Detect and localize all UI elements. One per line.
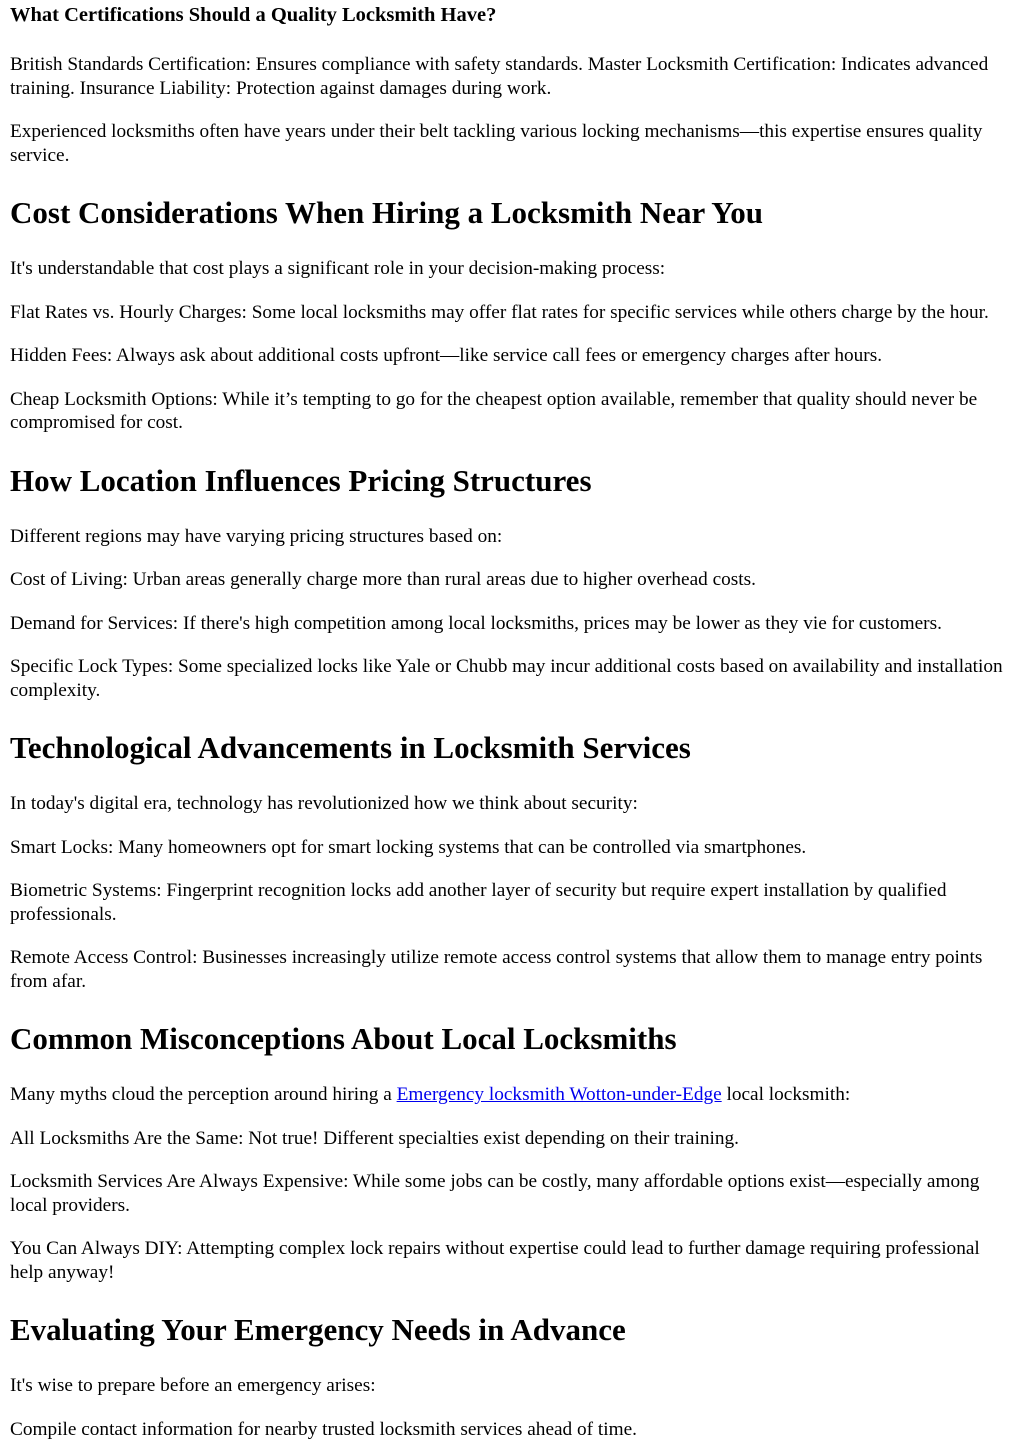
section-heading-cost: Cost Considerations When Hiring a Locksmith Near You [10, 195, 763, 230]
paragraph: Flat Rates vs. Hourly Charges: Some local locksmiths may offer flat rates for specific services while others charge by the hour. [10, 301, 989, 323]
section-heading-emergency: Evaluating Your Emergency Needs in Advance [10, 1312, 626, 1347]
section-heading-location: How Location Influences Pricing Structures [10, 462, 592, 498]
paragraph: It's wise to prepare before an emergency arises: [10, 1375, 376, 1396]
paragraph-with-link [10, 1083, 1014, 1107]
paragraph: Locksmith Services Are Always Expensive: While some jobs can be costly, many affordable options exist—especially among local providers. [10, 1171, 980, 1216]
paragraph: You Can Always DIY: Attempting complex lock repairs without expertise could lead to further damage requiring professional help anyway! [10, 1238, 980, 1283]
paragraph: All Locksmiths Are the Same: Not true! Different specialties exist depending on their training. [10, 1127, 739, 1149]
article [0, 2, 1024, 1441]
paragraph: Experienced locksmiths often have years under their belt tackling various locking mechanisms—this expertise ensures quality service. [10, 121, 983, 166]
emergency-locksmith-link[interactable]: Emergency locksmith Wotton-under-Edge [396, 1084, 722, 1105]
paragraph: It's understandable that cost plays a significant role in your decision-making process: [10, 258, 666, 279]
paragraph: Hidden Fees: Always ask about additional costs upfront—like service call fees or emergency charges after hours. [10, 345, 883, 366]
paragraph: British Standards Certification: Ensures compliance with safety standards. Master Locksmith Certification: Indicates advanced training. Insurance Liability: Protection against damages during work. [10, 54, 989, 99]
paragraph: Cheap Locksmith Options: While it’s tempting to go for the cheapest option available, remember that quality should never be compromised for cost. [10, 388, 978, 433]
section-heading-technology: Technological Advancements in Locksmith Services [10, 730, 691, 765]
paragraph: Remote Access Control: Businesses increasingly utilize remote access control systems that allow them to manage entry points from afar. [10, 947, 983, 992]
paragraph: Compile contact information for nearby trusted locksmith services ahead of time. [10, 1418, 637, 1440]
paragraph: Biometric Systems: Fingerprint recognition locks add another layer of security but require expert installation by qualified professionals. [10, 880, 947, 925]
paragraph: Demand for Services: If there's high competition among local locksmiths, prices may be lower as they vie for customers. [10, 612, 942, 634]
paragraph: Specific Lock Types: Some specialized locks like Yale or Chubb may incur additional costs based on availability and installation complexity. [10, 656, 1003, 701]
section-heading-certifications: What Certifications Should a Quality Locksmith Have? [10, 4, 497, 26]
paragraph: Different regions may have varying pricing structures based on: [10, 525, 503, 547]
paragraph: In today's digital era, technology has revolutionized how we think about security: [10, 793, 638, 814]
paragraph: Cost of Living: Urban areas generally charge more than rural areas due to higher overhead costs. [10, 569, 756, 590]
paragraph: Smart Locks: Many homeowners opt for smart locking systems that can be controlled via smartphones. [10, 836, 807, 858]
intro-text-end: local locksmith: [721, 1084, 851, 1105]
intro-text: Many myths cloud the perception around hiring a [10, 1084, 397, 1105]
section-heading-misconceptions: Common Misconceptions About Local Locksmiths [10, 1021, 677, 1056]
